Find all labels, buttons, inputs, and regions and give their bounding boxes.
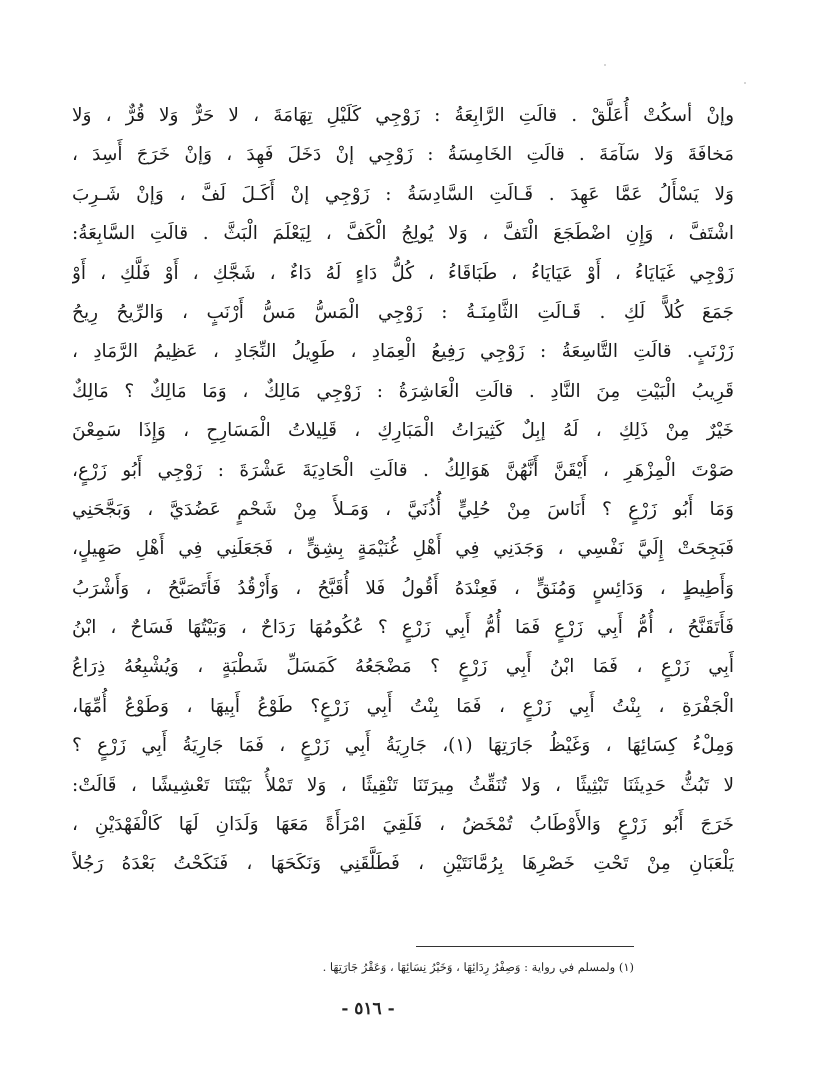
text-line: لا تَبُثُّ حَدِيثَنَا تَبْثِيثًا ، وَلا تُنَقِّثُ مِيرَتَنَا تَنْقِيثًا ، وَلا تَمْلأُ بَيْتَنَا تَعْشِيشًا ، قَالَتْ: — [72, 774, 734, 796]
text-line: يَلْعَبَانِ مِنْ تَحْتِ خَصْرِهَا بِرُمَّانَتَيْنِ ، فَطَلَّقَنِي وَنَكَحَهَا ، فَنَكَحْتُ بَعْدَهُ رَجُلاً — [72, 853, 734, 875]
text-line: جَمَعَ كُلاًّ لَكِ . قَـالَتِ الثَّامِنَـةُ : زَوْجِي الْمَسُّ مَسُّ أَرْنَبٍ ، وَالرِّيحُ رِيحُ — [72, 301, 734, 323]
text-line: وَمِلْءُ كِسَائِهَا ، وَغَيْظُ جَارَتِهَا (١)، جَارِيَةُ أَبِي زَرْعٍ ، فَمَا جَارِيَةُ أَبِي زَرْعٍ ؟ — [72, 735, 734, 757]
text-line: أَبِي زَرْعٍ ، فَمَا ابْنُ أَبِي زَرْعٍ ؟ مَضْجَعُهُ كَمَسَلِّ شَطْبَةٍ ، وَيُشْبِعُهُ ذِرَاعُ — [72, 656, 734, 678]
text-line: وَلا يَسْأَلُ عَمَّا عَهِدَ . قَـالَتِ السَّادِسَةُ : زَوْجِي إنْ أَكَـلَ لَفَّ ، وَإنْ شَـرِبَ — [72, 183, 734, 205]
footnote-separator — [416, 946, 634, 947]
text-line: خَرَجَ أَبُو زَرْعٍ وَالأَوْطَابُ تُمْخَضُ ، فَلَقِيَ امْرَأَةً مَعَهَا وَلَدَانِ لَهَا كَالْفَهْدَيْنِ ، — [72, 814, 734, 836]
text-line: صَوْتَ الْمِزْهَرِ ، أَيْقَنَّ أَنَّهُنَّ هَوَالِكُ . قالَتِ الْحَادِيَةَ عَشْرَةَ : زَوْجِي أَبُو زَرْعٍ، — [72, 459, 734, 481]
text-line: اشْتَفَّ ، وَإِنِ اضْطَجَعَ الْتَفَّ ، وَلا يُولِجُ الْكَفَّ ، لِيَعْلَمَ الْبَثَّ . قالَتِ السَّابِعَةُ: — [72, 223, 734, 245]
text-line: زَرْنَبٍ. قالَتِ التَّاسِعَةُ : زَوْجِي رَفِيعُ الْعِمَادِ ، طَوِيلُ النِّجَادِ ، عَظِيمُ الرَّمَادِ ، — [72, 341, 734, 363]
text-line: وَأَطِيطٍ ، وَدَائِسٍ وَمُنَقٍّ ، فَعِنْدَهُ أَقُولُ فَلا أُقَبَّحُ ، وَأَرْقُدُ فَأَتَصَبَّحُ ، وَأَشْرَبُ — [72, 577, 734, 599]
text-line: فَبَجِحَتْ إِلَيَّ نَفْسِي ، وَجَدَنِي فِي أَهْلِ غُنَيْمَةٍ بِشِقٍّ ، فَجَعَلَنِي فِي أَهْلِ صَهِيلٍ، — [72, 538, 734, 560]
text-line: وَمَا أَبُو زَرْعٍ ؟ أَنَاسَ مِنْ حُلِيٍّ أُذُنَيَّ ، وَمَـلأَ مِنْ شَحْمٍ عَضُدَيَّ ، وَبَجَّحَنِي — [72, 498, 734, 520]
text-line: خَيْرٌ مِنْ ذَلِكِ ، لَهُ إبِلٌ كَثِيرَاتُ الْمَبَارِكِ ، قَلِيلاتُ الْمَسَارِحِ ، وَإِذَا سَمِعْنَ — [72, 420, 734, 442]
page-number: - ٥١٦ - — [341, 999, 395, 1019]
scan-speck — [604, 64, 606, 66]
text-line: زَوْجِي غَيَايَاءُ ، أَوْ عَيَايَاءُ ، طَبَاقَاءُ ، كُلُّ دَاءٍ لَهُ دَاءٌ ، شَجَّكِ ، أَوْ فَلَّكِ ، أَوْ — [72, 262, 734, 284]
text-line: قَرِيبُ الْبَيْتِ مِنَ النَّادِ . قالَتِ الْعَاشِرَةُ : زَوْجِي مَالِكٌ ، وَمَا مَالِكٌ ؟ مَالِكٌ — [72, 380, 734, 402]
text-line: فَأَتَقَنَّحُ ، أُمُّ أَبِي زَرْعٍ فَمَا أُمُّ أَبِي زَرْعٍ ؟ عُكُومُهَا رَدَاحٌ ، وَبَيْتُهَا فَسَاحٌ ، ابْنُ — [72, 617, 734, 639]
body-text — [72, 96, 734, 884]
text-line: الْجَفْرَةِ ، بِنْتُ أَبِي زَرْعٍ ، فَمَا بِنْتُ أَبِي زَرْعٍ؟ طَوْعُ أَبِيهَا ، وَطَوْعُ أُمِّهَا، — [72, 695, 734, 717]
scan-speck — [744, 82, 746, 84]
text-line: مَخافَةَ وَلا سَآمَةَ . قالَتِ الخَامِسَةُ : زَوْجِي إنْ دَخَلَ فَهِدَ ، وَإنْ خَرَجَ أَسِدَ ، — [72, 144, 734, 166]
footnote: (١) ولمسلم في رواية : وَصِفْرُ رِدَائِهَا ، وَخَيْرُ نِسَائِهَا ، وَعَقْرُ جَارَتِهَا . — [322, 960, 634, 974]
text-line: وإنْ أسكُتْ أُعَلَّقْ . قالَتِ الرَّابِعَةُ : زَوْجِي كَلَيْلِ تِهَامَةَ ، لا حَرٌّ وَلا قُرٌّ ، وَلا — [72, 105, 734, 126]
